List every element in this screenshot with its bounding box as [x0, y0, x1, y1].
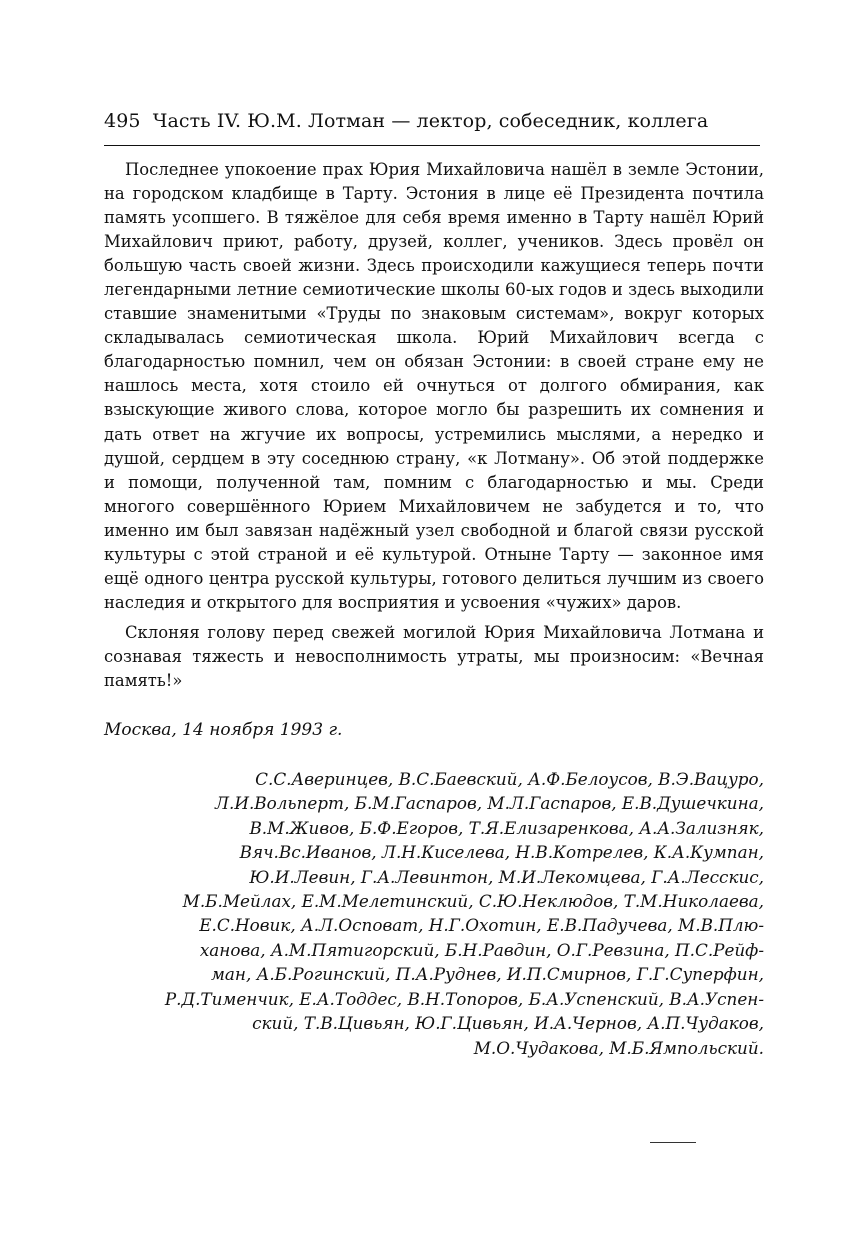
- signatories-line: Вяч.Вс.Иванов, Л.Н.Киселева, Н.В.Котрелев, К.А.Кумпан,: [239, 842, 764, 863]
- page: [104, 108, 764, 1060]
- signatories-line: Р.Д.Тименчик, Е.А.Тоддес, В.Н.Топоров, Б.А.Успенский, В.А.Успен-: [164, 988, 764, 1009]
- running-head: [104, 108, 764, 134]
- signatories-line: ман, А.Б.Рогинский, П.А.Руднев, И.П.Смирнов, Г.Г.Суперфин,: [211, 964, 764, 985]
- running-title: Часть IV. Ю.М. Лотман — лектор, собеседник, коллега: [152, 110, 709, 132]
- signatories-list: [104, 767, 764, 1060]
- signatories-line: С.С.Аверинцев, В.С.Баевский, А.Ф.Белоусов, В.Э.Вацуро,: [255, 769, 764, 790]
- end-rule: [650, 1142, 696, 1143]
- signatories-line: Ю.И.Левин, Г.А.Левинтон, М.И.Лекомцева, Г.А.Лесскис,: [249, 866, 764, 887]
- signatories-line: М.Б.Мейлах, Е.М.Мелетинский, С.Ю.Неклюдов, Т.М.Николаева,: [182, 891, 764, 912]
- obituary-text: [104, 158, 764, 693]
- paragraph-1: Последнее упокоение прах Юрия Михайловича нашёл в земле Эстонии, на городском кладбище в Тарту. Эстония в лице её Президента почтила память усопшего. В тяжёлое для себя время именно в Тарту нашёл Юрий Михайлович приют, работу, друзей, коллег, учеников. Здесь провёл он большую часть своей жизни. Здесь происходили кажущиеся теперь почти легендарными летние семиотические школы 60-ых годов и здесь выходили ставшие знаменитыми «Труды по знаковым системам», вокруг которых складывалась семиотическая школа. Юрий Михайлович всегда с благодарностью помнил, чем он обязан Эстонии: в своей стране ему не нашлось места, хотя стоило ей очнуться от долгого обмирания, как взыскующие живого слова, которое могло бы разрешить их сомнения и дать ответ на жгучие их вопросы, устремились мыслями, а нередко и душой, сердцем в эту соседнюю страну, «к Лотману». Об этой поддержке и помощи, полученной там, помним с благодарностью и мы. Среди многого совершённого Юрием Михайловичем не забудется и то, что именно им был завязан надёжный узел свободной и благой связи русской культуры с этой страной и её культурой. Отныне Тарту — законное имя ещё одного центра русской культуры, готового делиться лучшим из своего наследия и открытого для восприятия и усвоения «чужих» даров.: [104, 160, 764, 612]
- page-number: 495: [104, 110, 141, 132]
- signatories-line: В.М.Живов, Б.Ф.Егоров, Т.Я.Елизаренкова, А.А.Зализняк,: [249, 817, 764, 838]
- signatories-line: М.О.Чудакова, М.Б.Ямпольский.: [473, 1037, 764, 1058]
- signatories-line: ханова, А.М.Пятигорский, Б.Н.Равдин, О.Г.Ревзина, П.С.Рейф-: [199, 939, 764, 960]
- signatories-line: ский, Т.В.Цивьян, Ю.Г.Цивьян, И.А.Чернов, А.П.Чудаков,: [252, 1013, 764, 1034]
- header-rule: [104, 145, 760, 146]
- dateline: Москва, 14 ноября 1993 г.: [104, 720, 343, 741]
- paragraph-2: Склоняя голову перед свежей могилой Юрия Михайловича Лотмана и сознавая тяжесть и невосполнимость утраты, мы произносим: «Вечная память!»: [104, 622, 764, 690]
- signatories-line: Е.С.Новик, А.Л.Осповат, Н.Г.Охотин, Е.В.Падучева, М.В.Плю-: [199, 915, 764, 936]
- signatories-line: Л.И.Вольперт, Б.М.Гаспаров, М.Л.Гаспаров, Е.В.Душечкина,: [215, 793, 764, 814]
